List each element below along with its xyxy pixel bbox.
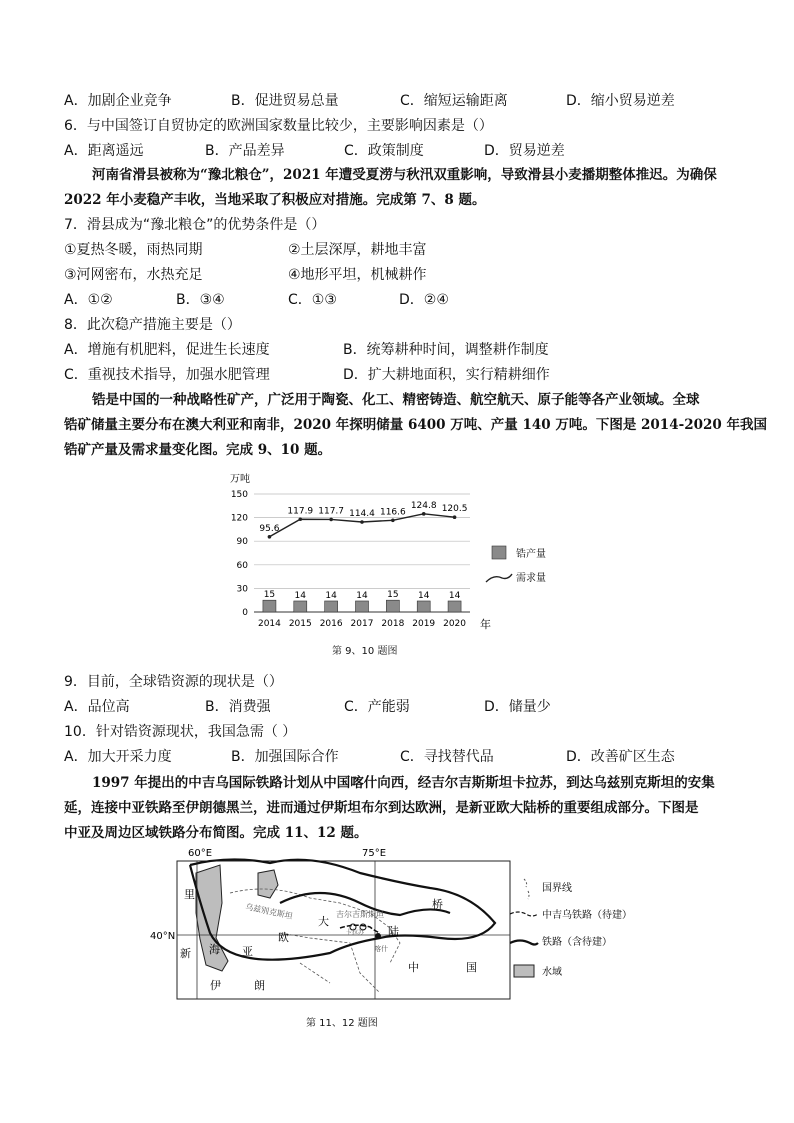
q9-option-c: C．产能弱 [344,699,410,715]
bar-label: 14 [448,590,461,601]
q7-cond-3: ③河网密布，水热充足 [64,267,203,283]
demand-label: 124.8 [410,500,437,511]
q5-option-a: A．加剧企业竞争 [64,93,172,109]
x-tick-label: 2015 [288,619,312,629]
legend-line-swatch [486,574,512,582]
q5-option-b: B．促进贸易总量 [231,93,339,109]
chart-ylabel: 万吨 [230,474,250,485]
x-tick-label: 2016 [319,619,343,629]
q9-option-a: A．品位高 [64,699,130,715]
x-tick-label: 2020 [443,619,467,629]
bar-label: 14 [325,590,337,601]
y-tick-label: 120 [230,513,248,524]
map-label-da: 大 [318,915,329,928]
legend-ckw-label: 中吉乌铁路（待建） [542,910,632,921]
q9-stem: 9．目前，全球锆资源的现状是（） [64,674,283,690]
map-label-uzbek: 乌兹别克斯坦 [244,902,294,921]
legend-rail-icon [510,941,538,945]
passage1-line2: 2022 年小麦稳产丰收，当地采取了积极应对措施。完成第 7、8 题。 [64,192,486,208]
bar-production [386,600,399,612]
bar-production [448,601,461,612]
passage3-line2: 延，连接中亚铁路至伊朗德黑兰，进而通过伊斯坦布尔到达欧洲，是新亚欧大陆桥的重要组成部分。下图是 [64,800,699,816]
y-tick-label: 30 [236,584,248,595]
bar-production [417,601,430,612]
map-label-qiao: 桥 [432,898,443,911]
demand-point [268,535,272,539]
map-label-lang: 朗 [254,979,265,992]
bar-production [356,601,369,612]
q7-option-d: D．②④ [399,292,449,308]
x-tick-label: 2017 [350,619,374,629]
x-tick-label: 2019 [412,619,436,629]
map-caption: 第 11、12 题图 [306,1018,378,1029]
map-label-yi: 伊 [210,979,221,992]
y-tick-label: 60 [236,560,248,571]
lon-60-label: 60°E [188,848,213,859]
map-label-kalasu: 卡拉苏 [346,929,365,936]
q10-stem: 10．针对锆资源现状，我国急需（ ） [64,724,297,740]
x-tick-label: 2014 [257,619,281,629]
demand-label: 114.4 [349,509,375,520]
bar-production [294,601,307,612]
map-label-kashi: 喀什 [374,945,388,953]
passage2-line3: 锆矿产量及需求量变化图。完成 9、10 题。 [64,442,332,458]
demand-label: 120.5 [441,504,468,515]
zirconium-chart [210,466,590,636]
map-label-kyrgyz: 吉尔吉斯斯坦 [336,910,384,919]
demand-label: 117.9 [287,506,314,517]
map-label-xin: 新 [180,947,191,960]
q6-option-b: B．产品差异 [205,143,285,159]
bar-label: 15 [387,590,399,601]
bar-label: 14 [294,590,307,601]
q8-option-b: B．统筹耕种时间，调整耕作制度 [343,342,549,358]
q7-cond-1: ①夏热冬暖，雨热同期 [64,242,203,258]
q7-stem: 7．滑县成为“豫北粮仓”的优势条件是（） [64,217,326,233]
demand-point [453,515,457,519]
demand-point [422,512,426,516]
q9-option-d: D．储量少 [484,699,551,715]
demand-point [391,518,395,522]
demand-point [329,518,333,522]
chart-xunit: 年 [480,618,491,631]
map-label-lu: 陆 [388,925,399,938]
map-label-li: 里 [184,888,195,901]
passage2-line1: 锆是中国的一种战略性矿产，广泛用于陶瓷、化工、精密铸造、航空航天、原子能等各产业领域。全球 [92,392,700,408]
bar-label: 14 [356,590,368,601]
chart-caption: 第 9、10 题图 [332,646,398,657]
y-tick-label: 0 [242,608,248,618]
station-kashi [375,933,381,939]
y-tick-label: 150 [230,490,248,500]
passage3-line1: 1997 年提出的中吉乌国际铁路计划从中国喀什向西，经吉尔吉斯斯坦卡拉苏，到达乌兹别克斯坦的安集 [92,775,715,791]
bar-label: 15 [263,590,276,601]
q10-option-c: C．寻找替代品 [400,749,494,765]
map-label-hai: 海 [209,943,220,956]
q6-option-a: A．距离遥远 [64,143,144,159]
q5-option-d: D．缩小贸易逆差 [566,93,675,109]
legend-water-label: 水域 [542,967,562,978]
legend-rail-label: 铁路（含待建） [542,937,612,948]
q9-option-b: B．消费强 [205,699,271,715]
q7-cond-4: ④地形平坦，机械耕作 [288,267,427,283]
lat-40-label: 40°N [150,931,176,942]
legend-border-icon [524,879,529,899]
q7-option-c: C．①③ [288,292,337,308]
q8-option-d: D．扩大耕地面积，实行精耕细作 [343,367,550,383]
q5-option-c: C．缩短运输距离 [400,93,508,109]
lon-75-label: 75°E [362,848,387,859]
q10-option-d: D．改善矿区生态 [566,749,675,765]
legend-ckw-icon [510,912,538,916]
passage2-line2: 锆矿储量主要分布在澳大利亚和南非，2020 年探明储量 6400 万吨、产量 140 万吨。下图是 2014-2020 年我国 [64,417,767,433]
q10-option-a: A．加大开采力度 [64,749,172,765]
q6-option-c: C．政策制度 [344,143,424,159]
q6-option-d: D．贸易逆差 [484,143,565,159]
demand-point [298,517,302,521]
q10-option-b: B．加强国际合作 [231,749,339,765]
demand-point [360,520,364,524]
legend-border-label: 国界线 [542,883,572,894]
legend-bar-label: 锆产量 [516,549,546,560]
q7-cond-2: ②土层深厚，耕地丰富 [288,242,427,258]
legend-bar-swatch [492,546,506,559]
map-label-guo: 国 [466,961,477,974]
legend-line-label: 需求量 [516,573,546,584]
map-label-ya: 亚 [242,945,253,958]
demand-label: 95.6 [259,523,280,534]
map-label-ou: 欧 [278,931,289,944]
bar-production [325,601,338,612]
demand-label: 117.7 [318,506,345,517]
x-tick-label: 2018 [381,619,405,629]
q8-stem: 8．此次稳产措施主要是（） [64,317,241,333]
map-label-zhong: 中 [408,961,419,974]
q7-option-b: B．③④ [176,292,225,308]
bar-label: 14 [417,590,430,601]
railway-map [150,843,632,1003]
map-frame [177,861,510,999]
legend-water-icon [514,965,534,977]
bar-production [263,600,276,612]
y-tick-label: 90 [236,537,248,548]
passage3-line3: 中亚及周边区域铁路分布简图。完成 11、12 题。 [64,825,368,841]
q6-stem: 6．与中国签订自贸协定的欧洲国家数量比较少，主要影响因素是（） [64,118,493,134]
passage1-line1: 河南省滑县被称为“豫北粮仓”，2021 年遭受夏涝与秋汛双重影响，导致滑县小麦播期整体推迟。为确保 [92,167,717,183]
q7-option-a: A．①② [64,292,113,308]
q8-option-a: A．增施有机肥料，促进生长速度 [64,342,270,358]
demand-label: 116.6 [379,507,406,518]
q8-option-c: C．重视技术指导，加强水肥管理 [64,367,270,383]
